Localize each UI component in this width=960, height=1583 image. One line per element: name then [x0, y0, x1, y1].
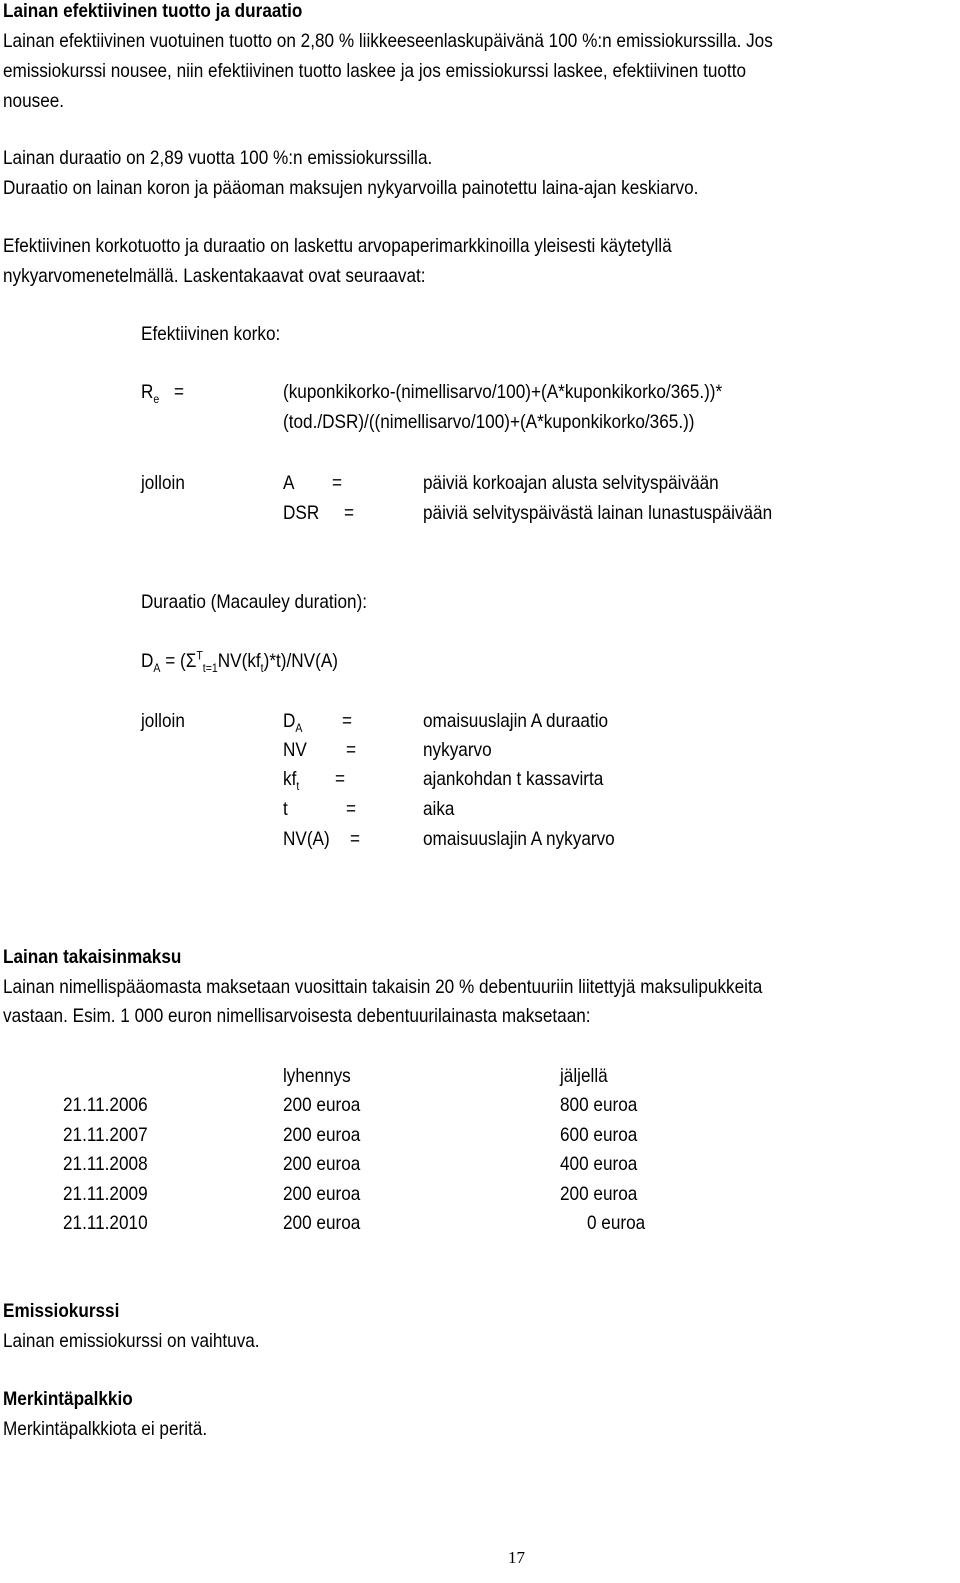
table-cell-date: 21.11.2009 — [63, 1183, 148, 1205]
table-cell-remaining: 800 euroa — [560, 1094, 638, 1116]
effective-rate-title: Efektiivinen korko: — [141, 323, 281, 345]
effective-rate-formula-line-1: (kuponkikorko-(nimellisarvo/100)+(A*kuponkikorko/365.))* — [283, 381, 723, 403]
definition-text: omaisuuslajin A nykyarvo — [423, 828, 615, 850]
jolloin-label: jolloin — [141, 472, 185, 494]
table-cell-remaining: 200 euroa — [560, 1183, 638, 1205]
page-number: 17 — [508, 1548, 525, 1567]
table-cell-amount: 200 euroa — [283, 1183, 361, 1205]
definition-equals: = — [346, 739, 357, 761]
definition-symbol: A — [283, 472, 295, 494]
table-cell-remaining: 600 euroa — [560, 1124, 638, 1146]
definition-text: päiviä selvityspäivästä lainan lunastuspäivään — [423, 502, 773, 524]
section-heading-yield-duration: Lainan efektiivinen tuotto ja duraatio — [3, 0, 303, 22]
definition-text: omaisuuslajin A duraatio — [423, 710, 609, 732]
definition-text: aika — [423, 798, 455, 820]
table-cell-date: 21.11.2006 — [63, 1094, 148, 1116]
definition-text: päiviä korkoajan alusta selvityspäivään — [423, 472, 719, 494]
definition-equals: = — [350, 828, 361, 850]
paragraph-line: Merkintäpalkkiota ei peritä. — [3, 1418, 208, 1440]
column-header-jaljella: jäljellä — [560, 1065, 608, 1087]
definition-equals: = — [342, 710, 353, 732]
formula-equals: = — [174, 381, 185, 403]
paragraph-line: vastaan. Esim. 1 000 euron nimellisarvoisesta debentuurilainasta maksetaan: — [3, 1005, 591, 1027]
table-cell-amount: 200 euroa — [283, 1124, 361, 1146]
column-header-lyhennys: lyhennys — [283, 1065, 351, 1087]
paragraph-line: nykyarvomenetelmällä. Laskentakaavat ovat seuraavat: — [3, 265, 426, 287]
effective-rate-symbol: $R_e$ — [141, 381, 160, 406]
table-cell-date: 21.11.2010 — [63, 1212, 148, 1234]
paragraph-line: Efektiivinen korkotuotto ja duraatio on laskettu arvopaperimarkkinoilla yleisesti käytetyllä — [3, 235, 672, 257]
effective-rate-formula-line-2: (tod./DSR)/((nimellisarvo/100)+(A*kuponkikorko/365.)) — [283, 411, 695, 433]
section-heading-subscription-fee: Merkintäpalkkio — [3, 1388, 133, 1410]
section-heading-repayment: Lainan takaisinmaksu — [3, 946, 182, 968]
table-cell-amount: 200 euroa — [283, 1153, 361, 1175]
table-cell-amount: 200 euroa — [283, 1094, 361, 1116]
table-cell-remaining: 0 euroa — [587, 1212, 646, 1234]
definition-equals: = — [344, 502, 355, 524]
table-cell-remaining: 400 euroa — [560, 1153, 638, 1175]
duration-title: Duraatio (Macauley duration): — [141, 591, 368, 613]
paragraph-line: Lainan efektiivinen vuotuinen tuotto on 2,80 % liikkeeseenlaskupäivänä 100 %:n emissiokurssilla. Jos — [3, 30, 773, 52]
definition-symbol: NV(A) — [283, 828, 330, 850]
paragraph-line: nousee. — [3, 90, 65, 112]
definition-symbol: NV — [283, 739, 307, 761]
paragraph-line: emissiokurssi nousee, niin efektiivinen tuotto laskee ja jos emissiokurssi laskee, efektiivinen tuotto — [3, 60, 747, 82]
definition-text: ajankohdan t kassavirta — [423, 768, 604, 790]
paragraph-line: Lainan nimellispääomasta maksetaan vuosittain takaisin 20 % debentuuriin liitettyjä maksulipukkeita — [3, 976, 763, 998]
definition-equals: = — [332, 472, 343, 494]
definition-equals: = — [335, 768, 346, 790]
table-cell-date: 21.11.2007 — [63, 1124, 148, 1146]
definition-symbol: $kf_t$ — [283, 768, 300, 793]
definition-symbol: $D_A$ — [283, 710, 303, 735]
definition-symbol: DSR — [283, 502, 320, 524]
definition-symbol: t — [283, 798, 288, 820]
table-cell-date: 21.11.2008 — [63, 1153, 148, 1175]
section-heading-issue-price: Emissiokurssi — [3, 1300, 120, 1322]
definition-equals: = — [346, 798, 357, 820]
paragraph-line: Duraatio on lainan koron ja pääoman maksujen nykyarvoilla painotettu laina-ajan keskiarvo. — [3, 177, 699, 199]
paragraph-line: Lainan emissiokurssi on vaihtuva. — [3, 1330, 260, 1352]
table-cell-amount: 200 euroa — [283, 1212, 361, 1234]
paragraph-line: Lainan duraatio on 2,89 vuotta 100 %:n emissiokurssilla. — [3, 147, 433, 169]
definition-text: nykyarvo — [423, 739, 492, 761]
duration-formula: $D_A = (\Sigma^T_{t=1}NV(kf_t)*t)/NV(A)$ — [141, 648, 338, 675]
jolloin-label: jolloin — [141, 710, 185, 732]
